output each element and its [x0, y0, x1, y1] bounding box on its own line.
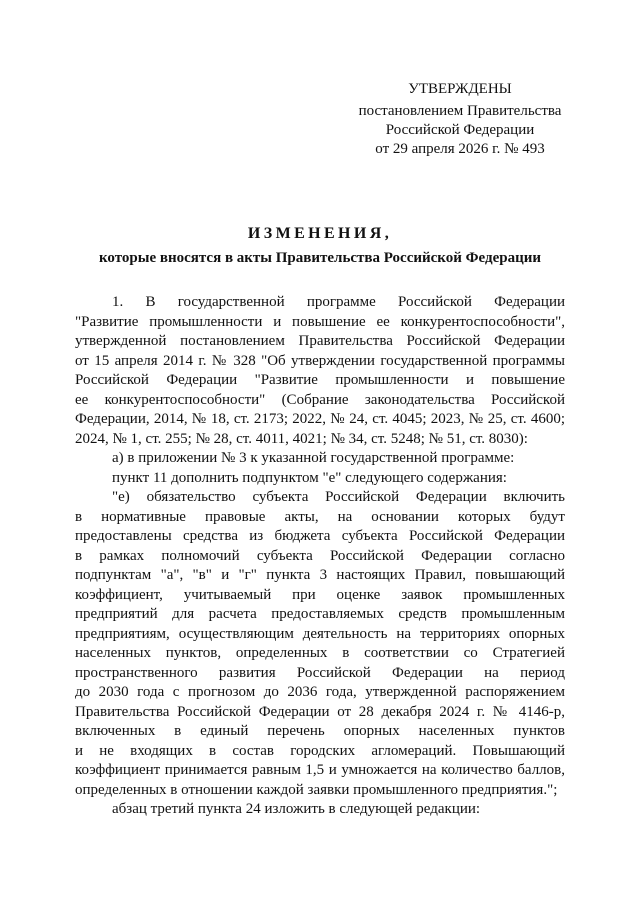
approval-line-1: постановлением Правительства	[358, 103, 562, 119]
body-line: пункт 11 дополнить подпунктом "е" следующего содержания:	[112, 469, 507, 486]
body-line: предоставлены средства из бюджета субъекта Российской Федерации	[75, 528, 565, 544]
document-body	[75, 293, 565, 820]
body-line: ее конкурентоспособности" (Собрание законодательства Российской	[75, 391, 565, 408]
body-line: утвержденной постановлением Правительства Российской Федерации	[75, 333, 565, 349]
body-line: "Развитие промышленности и повышение ее конкурентоспособности",	[75, 313, 565, 330]
body-line: Федерации, 2014, № 18, ст. 2173; 2022, № 24, ст. 4045; 2023, № 25, ст. 4600;	[75, 411, 565, 427]
body-line: от 15 апреля 2014 г. № 328 "Об утверждении государственной программы	[75, 352, 565, 369]
approval-line-3: от 29 апреля 2026 г. № 493	[375, 141, 545, 157]
body-line: абзац третий пункта 24 изложить в следующей редакции:	[112, 801, 481, 817]
body-line: Российской Федерации "Развитие промышленности и повышение	[75, 372, 565, 388]
approval-line-2: Российской Федерации	[385, 122, 535, 138]
body-line: пространственного развития Российской Федерации на период	[75, 664, 565, 681]
body-line: населенных пунктов, определенных в соответствии со Стратегией	[75, 645, 565, 661]
body-line: до 2030 года с прогнозом до 2036 года, утвержденной распоряжением	[75, 684, 565, 700]
body-line: коэффициент принимается равным 1,5 и умножается на количество баллов,	[75, 762, 565, 778]
body-line: определенных в отношении каждой заявки промышленного предприятия.";	[75, 781, 558, 798]
body-line: в рамках полномочий субъекта Российской Федерации согласно	[75, 547, 565, 564]
body-line: предприятий для расчета предоставляемых средств промышленным	[75, 606, 565, 622]
body-line: предприятиям, осуществляющим деятельность на территориях опорных	[75, 625, 565, 642]
document-subtitle: которые вносятся в акты Правительства Российской Федерации	[98, 250, 542, 266]
body-line: Правительства Российской Федерации от 28 декабря 2024 г. № 4146-р,	[75, 703, 565, 720]
body-line: а) в приложении № 3 к указанной государственной программе:	[112, 450, 515, 466]
body-line: 1. В государственной программе Российской Федерации	[112, 294, 565, 310]
body-line: "е) обязательство субъекта Российской Федерации включить	[112, 489, 565, 505]
document-title: ИЗМЕНЕНИЯ,	[247, 225, 393, 242]
body-line: и не входящих в состав городских агломераций. Повышающий	[75, 742, 565, 759]
body-line: 2024, № 1, ст. 255; № 28, ст. 4011, 4021; № 34, ст. 5248; № 51, ст. 8030):	[75, 430, 528, 447]
body-line: подпунктам "а", "в" и "г" пункта 3 настоящих Правил, повышающий	[75, 567, 565, 583]
approval-stamp	[320, 80, 600, 159]
approval-title: УТВЕРЖДЕНЫ	[408, 81, 512, 97]
body-line: коэффициент, учитываемый при оценке заявок промышленных	[75, 586, 565, 603]
body-line: включенных в единый перечень опорных населенных пунктов	[75, 723, 565, 739]
body-line: в нормативные правовые акты, на основании которых будут	[75, 508, 565, 525]
